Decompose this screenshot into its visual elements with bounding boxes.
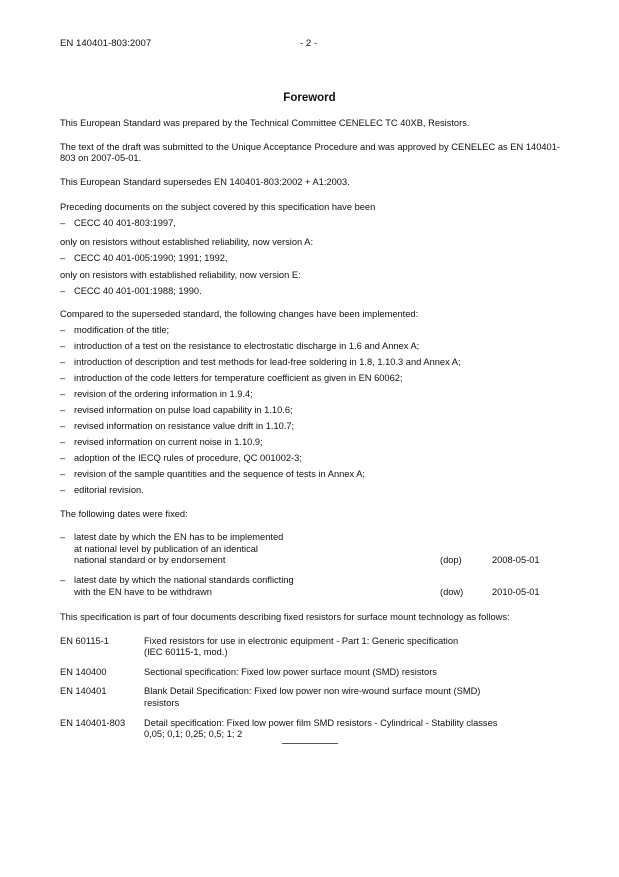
preceding-item-text: CECC 40 401-005:1990; 1991; 1992, xyxy=(74,252,228,263)
change-item xyxy=(60,485,560,497)
document-number: EN 140401 xyxy=(60,686,107,697)
date-description-line: at national level by publication of an identical xyxy=(74,543,258,554)
change-item-text: revised information on current noise in 1.10.9; xyxy=(74,436,263,447)
date-description-line: national standard or by endorsement xyxy=(74,555,226,566)
change-item-text: introduction of the code letters for temperature coefficient as given in EN 60062; xyxy=(74,373,403,384)
document-description-line: 0,05; 0,1; 0,25; 0,5; 1; 2 xyxy=(144,729,243,740)
change-item-text: revision of the ordering information in 1.9.4; xyxy=(74,389,253,400)
preceding-note: only on resistors with established reliability, now version E: xyxy=(60,269,301,280)
document-row xyxy=(60,686,560,717)
dash-marker: – xyxy=(60,421,66,431)
document-description-line: Detail specification: Fixed low power film SMD resistors - Cylindrical - Stability classes xyxy=(144,717,498,728)
document-description xyxy=(144,686,560,717)
document-description xyxy=(144,636,560,667)
change-item xyxy=(60,469,560,481)
change-item-text: revised information on resistance value drift in 1.10.7; xyxy=(74,421,295,431)
dash-marker: – xyxy=(60,285,66,296)
dash-marker: – xyxy=(60,341,66,352)
document-number: EN 140400 xyxy=(60,666,107,677)
changes-list xyxy=(60,325,560,496)
change-item xyxy=(60,373,560,385)
change-item xyxy=(60,325,560,337)
document-description-line: Blank Detail Specification: Fixed low power non wire-wound surface mount (SMD) xyxy=(144,686,481,697)
document-row xyxy=(60,636,560,667)
change-item xyxy=(60,389,560,401)
end-rule-divider xyxy=(282,743,338,744)
document-description-line: resistors xyxy=(144,698,180,709)
date-row xyxy=(60,532,560,575)
document-number: EN 60115-1 xyxy=(60,635,109,646)
document-description-line: Fixed resistors for use in electronic equipment - Part 1: Generic specification xyxy=(144,635,459,646)
documents-intro: This specification is part of four documents describing fixed resistors for surface mount technology as follows: xyxy=(60,612,510,623)
document-number: EN 140401-803 xyxy=(60,717,126,728)
preceding-note: only on resistors without established reliability, now version A: xyxy=(60,236,314,247)
change-item xyxy=(60,357,560,369)
preceding-item xyxy=(60,218,560,230)
changes-intro: Compared to the superseded standard, the following changes have been implemented: xyxy=(60,309,419,320)
header-doc-id: EN 140401-803:2007 xyxy=(60,38,152,49)
dash-marker: – xyxy=(60,405,66,416)
change-item xyxy=(60,437,560,449)
intro-paragraph-1: This European Standard was prepared by the Technical Committee CENELEC TC 40XB, Resistors. xyxy=(60,118,470,128)
date-value: 2010-05-01 xyxy=(492,586,540,597)
preceding-item-text: CECC 40 401-803:1997, xyxy=(74,218,176,229)
document-description xyxy=(144,667,560,687)
change-item xyxy=(60,453,560,465)
dash-marker: – xyxy=(60,252,66,263)
intro-paragraph-3: This European Standard supersedes EN 140401-803:2002 + A1:2003. xyxy=(60,176,350,187)
document-row xyxy=(60,718,560,749)
date-description-line: latest date by which the national standards conflicting xyxy=(74,574,294,585)
documents-table xyxy=(60,636,560,749)
page-title: Foreword xyxy=(283,92,336,104)
change-item xyxy=(60,421,560,433)
change-item-text: adoption of the IECQ rules of procedure, QC 001002-3; xyxy=(74,452,302,463)
dash-marker: – xyxy=(60,357,66,368)
preceding-item xyxy=(60,286,560,298)
change-item-text: modification of the title; xyxy=(74,325,170,336)
date-row xyxy=(60,575,560,606)
change-item-text: revision of the sample quantities and the sequence of tests in Annex A; xyxy=(74,468,365,479)
preceding-intro: Preceding documents on the subject covered by this specification have been xyxy=(60,202,376,213)
document-body xyxy=(60,118,560,744)
dash-marker: – xyxy=(60,452,66,463)
dash-marker: – xyxy=(60,484,66,495)
dash-marker: – xyxy=(60,532,66,543)
header-page-number: - 2 - xyxy=(300,38,318,49)
date-description-line: with the EN have to be withdrawn xyxy=(74,586,212,597)
dash-marker: – xyxy=(60,218,66,229)
dash-marker: – xyxy=(60,373,66,384)
date-description-line: latest date by which the EN has to be implemented xyxy=(74,532,284,543)
dates-intro: The following dates were fixed: xyxy=(60,508,188,519)
document-description-line: (IEC 60115-1, mod.) xyxy=(144,647,228,658)
document-row xyxy=(60,667,560,687)
change-item-text: revised information on pulse load capability in 1.10.6; xyxy=(74,405,293,416)
intro-paragraph-2: The text of the draft was submitted to the Unique Acceptance Procedure and was approved by CENELEC as EN 140401-803 on 2007-05-01. xyxy=(60,141,560,164)
dash-marker: – xyxy=(60,436,66,447)
date-description xyxy=(60,532,440,567)
change-item-text: introduction of description and test methods for lead-free soldering in 1.8, 1.10.3 and Annex A; xyxy=(74,357,461,368)
date-description xyxy=(60,575,440,598)
change-item-text: editorial revision. xyxy=(74,484,144,495)
dash-marker: – xyxy=(60,389,66,400)
date-abbreviation: (dop) xyxy=(440,555,462,566)
date-abbreviation: (dow) xyxy=(440,586,464,597)
change-item xyxy=(60,341,560,353)
document-description xyxy=(144,718,560,749)
preceding-item xyxy=(60,253,560,265)
date-value: 2008-05-01 xyxy=(492,555,540,566)
change-item xyxy=(60,405,560,417)
document-description-line: Sectional specification: Fixed low power surface mount (SMD) resistors xyxy=(144,666,437,677)
dates-table xyxy=(60,532,560,606)
dash-marker: – xyxy=(60,325,66,336)
change-item-text: introduction of a test on the resistance to electrostatic discharge in 1.6 and Annex A; xyxy=(74,341,420,352)
preceding-item-text: CECC 40 401-001:1988; 1990. xyxy=(74,285,202,296)
dash-marker: – xyxy=(60,574,66,585)
dash-marker: – xyxy=(60,468,66,479)
